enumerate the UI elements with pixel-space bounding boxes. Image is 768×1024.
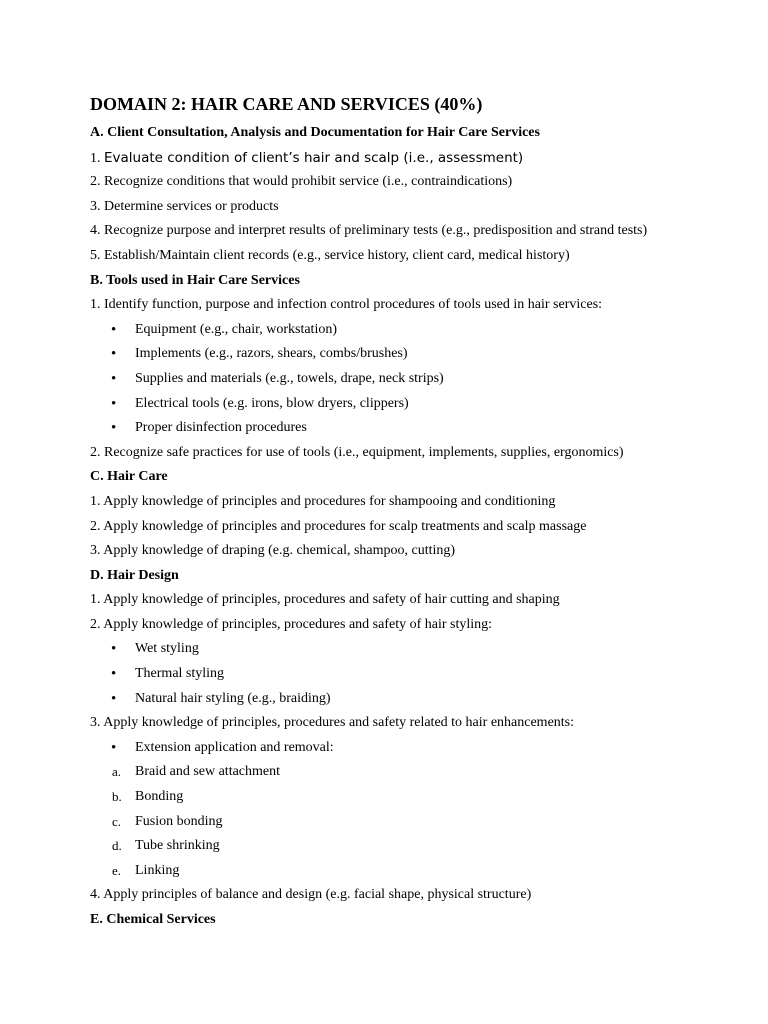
bullet-item xyxy=(90,637,730,662)
bullet-marker: • xyxy=(111,420,117,437)
item-text: Linking xyxy=(135,862,180,878)
letter-marker: e. xyxy=(112,862,122,878)
item-text: Electrical tools (e.g. irons, blow dryers, clippers) xyxy=(135,395,409,411)
item-text: Wet styling xyxy=(135,641,199,657)
item-text: Equipment (e.g., chair, workstation) xyxy=(135,321,337,337)
item-number: 1. xyxy=(90,150,101,166)
item-text: Tube shrinking xyxy=(135,838,220,854)
section-heading: E. Chemical Services xyxy=(90,912,216,927)
numbered-item: 4. Apply principles of balance and design (e.g. facial shape, physical structure) xyxy=(90,887,532,903)
item-text: Thermal styling xyxy=(135,666,225,682)
bullet-marker: • xyxy=(111,641,117,658)
bullet-item xyxy=(90,318,730,343)
bullet-item xyxy=(90,392,730,417)
document-page xyxy=(90,92,730,933)
lettered-item xyxy=(90,785,730,810)
bullet-item xyxy=(90,416,730,441)
numbered-item: 3. Apply knowledge of draping (e.g. chemical, shampoo, cutting) xyxy=(90,543,456,559)
numbered-item: 2. Apply knowledge of principles, procedures and safety of hair styling: xyxy=(90,616,493,632)
bullet-marker: • xyxy=(111,739,117,756)
item-text: Supplies and materials (e.g., towels, drape, neck strips) xyxy=(135,370,444,386)
lettered-item xyxy=(90,859,730,884)
bullet-marker: • xyxy=(111,346,117,363)
numbered-item: 5. Establish/Maintain client records (e.g., service history, client card, medical history) xyxy=(90,247,570,263)
bullet-marker: • xyxy=(111,666,117,683)
section-heading: B. Tools used in Hair Care Services xyxy=(90,272,300,288)
item-text: Fusion bonding xyxy=(135,813,223,829)
lettered-item xyxy=(90,834,730,859)
bullet-marker: • xyxy=(111,370,117,387)
bullet-item xyxy=(90,687,730,712)
bullet-marker: • xyxy=(111,690,117,707)
numbered-item: 2. Recognize safe practices for use of tools (i.e., equipment, implements, supplies, ergonomics) xyxy=(90,444,624,460)
letter-marker: a. xyxy=(112,764,122,780)
bullet-item xyxy=(90,342,730,367)
bullet-item xyxy=(90,736,730,761)
section-heading: C. Hair Care xyxy=(90,469,168,485)
bullet-marker: • xyxy=(111,321,117,338)
item-text: Implements (e.g., razors, shears, combs/brushes) xyxy=(135,346,408,362)
letter-marker: b. xyxy=(112,789,122,805)
item-text: Bonding xyxy=(135,789,184,805)
numbered-item: 1. Identify function, purpose and infection control procedures of tools used in hair services: xyxy=(90,297,603,313)
numbered-item: 4. Recognize purpose and interpret results of preliminary tests (e.g., predisposition and strand tests) xyxy=(90,223,648,239)
item-text: Extension application and removal: xyxy=(135,739,334,755)
item-text: Natural hair styling (e.g., braiding) xyxy=(135,690,331,706)
document-title: DOMAIN 2: HAIR CARE AND SERVICES (40%) xyxy=(90,94,483,114)
numbered-item: 1. Apply knowledge of principles, procedures and safety of hair cutting and shaping xyxy=(90,592,560,608)
numbered-item: 2. Recognize conditions that would prohibit service (i.e., contraindications) xyxy=(90,174,513,190)
item-text: Braid and sew attachment xyxy=(135,764,281,780)
item-text: Proper disinfection procedures xyxy=(135,420,307,436)
numbered-item: 3. Apply knowledge of principles, procedures and safety related to hair enhancements: xyxy=(90,715,575,731)
item-text: Evaluate condition of client’s hair and scalp (i.e., assessment) xyxy=(104,149,524,166)
document-body xyxy=(90,121,730,933)
letter-marker: d. xyxy=(112,838,122,854)
numbered-item: 1. Apply knowledge of principles and procedures for shampooing and conditioning xyxy=(90,493,556,509)
bullet-marker: • xyxy=(111,395,117,412)
letter-marker: c. xyxy=(112,813,122,829)
numbered-item: 2. Apply knowledge of principles and procedures for scalp treatments and scalp massage xyxy=(90,518,587,534)
bullet-item xyxy=(90,662,730,687)
bullet-item xyxy=(90,367,730,392)
lettered-item xyxy=(90,760,730,785)
lettered-item xyxy=(90,810,730,835)
section-heading: D. Hair Design xyxy=(90,567,179,583)
numbered-item: 3. Determine services or products xyxy=(90,198,279,214)
numbered-item xyxy=(90,146,730,171)
section-heading: A. Client Consultation, Analysis and Documentation for Hair Care Services xyxy=(90,125,540,140)
